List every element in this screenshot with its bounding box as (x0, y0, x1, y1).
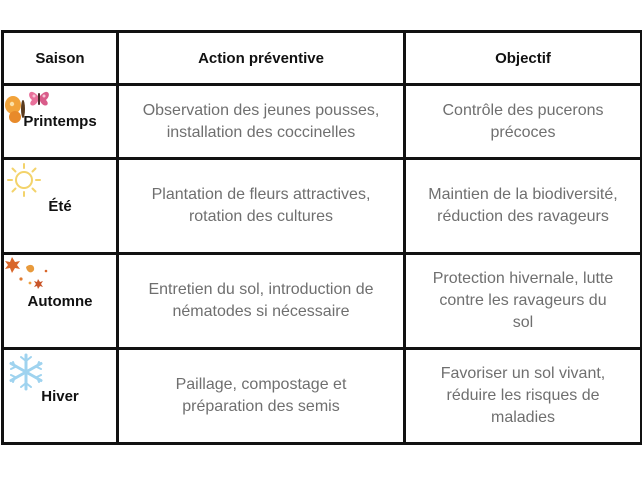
action-text-line: installation des coccinelles (166, 123, 356, 141)
objective-text-line: Favoriser un sol vivant, (440, 365, 606, 382)
action-cell (118, 159, 405, 254)
season-cell-ete (3, 159, 118, 254)
season-label: Été (48, 197, 72, 215)
table-row (3, 254, 642, 349)
objective-text-line: Maintien de la biodiversité, (428, 186, 618, 203)
action-cell (118, 254, 405, 349)
action-text-line: préparation des semis (182, 398, 340, 415)
season-cell-printemps (3, 85, 118, 159)
table-row (3, 349, 642, 444)
objective-text-line: réduire les risques de (446, 387, 600, 404)
action-text-line: Observation des jeunes pousses, (142, 101, 380, 119)
objective-cell (405, 349, 642, 444)
header-row (3, 32, 642, 85)
sun-icon (6, 162, 42, 198)
autumn-leaves-icon (4, 253, 54, 293)
header-action: Action préventive (118, 32, 405, 85)
objective-text-line: contre les ravageurs du (439, 292, 607, 309)
season-label: Automne (27, 292, 93, 310)
objective-text-line: précoces (490, 123, 556, 141)
objective-text-line: Protection hivernale, lutte (432, 270, 614, 287)
header-objective: Objectif (405, 32, 642, 85)
season-cell-automne (3, 254, 118, 349)
action-text-line: nématodes si nécessaire (172, 303, 350, 320)
objective-cell (405, 159, 642, 254)
table-row (3, 85, 642, 159)
objective-text-line: maladies (490, 409, 556, 426)
objective-text-line: Contrôle des pucerons (442, 101, 604, 119)
table-row (3, 159, 642, 254)
action-cell (118, 349, 405, 444)
snowflake-icon (6, 352, 46, 392)
action-cell (118, 85, 405, 159)
prevention-table (1, 30, 642, 445)
season-cell-hiver (3, 349, 118, 444)
action-text-line: rotation des cultures (188, 208, 334, 225)
season-label: Printemps (23, 113, 97, 130)
action-text-line: Plantation de fleurs attractives, (151, 186, 371, 203)
season-label: Hiver (41, 387, 79, 405)
objective-text-line: réduction des ravageurs (437, 208, 609, 225)
objective-text-line: sol (512, 314, 534, 331)
action-text-line: Paillage, compostage et (175, 376, 347, 393)
action-text-line: Entretien du sol, introduction de (148, 281, 374, 298)
header-season: Saison (3, 32, 118, 85)
objective-cell (405, 85, 642, 159)
objective-cell (405, 254, 642, 349)
